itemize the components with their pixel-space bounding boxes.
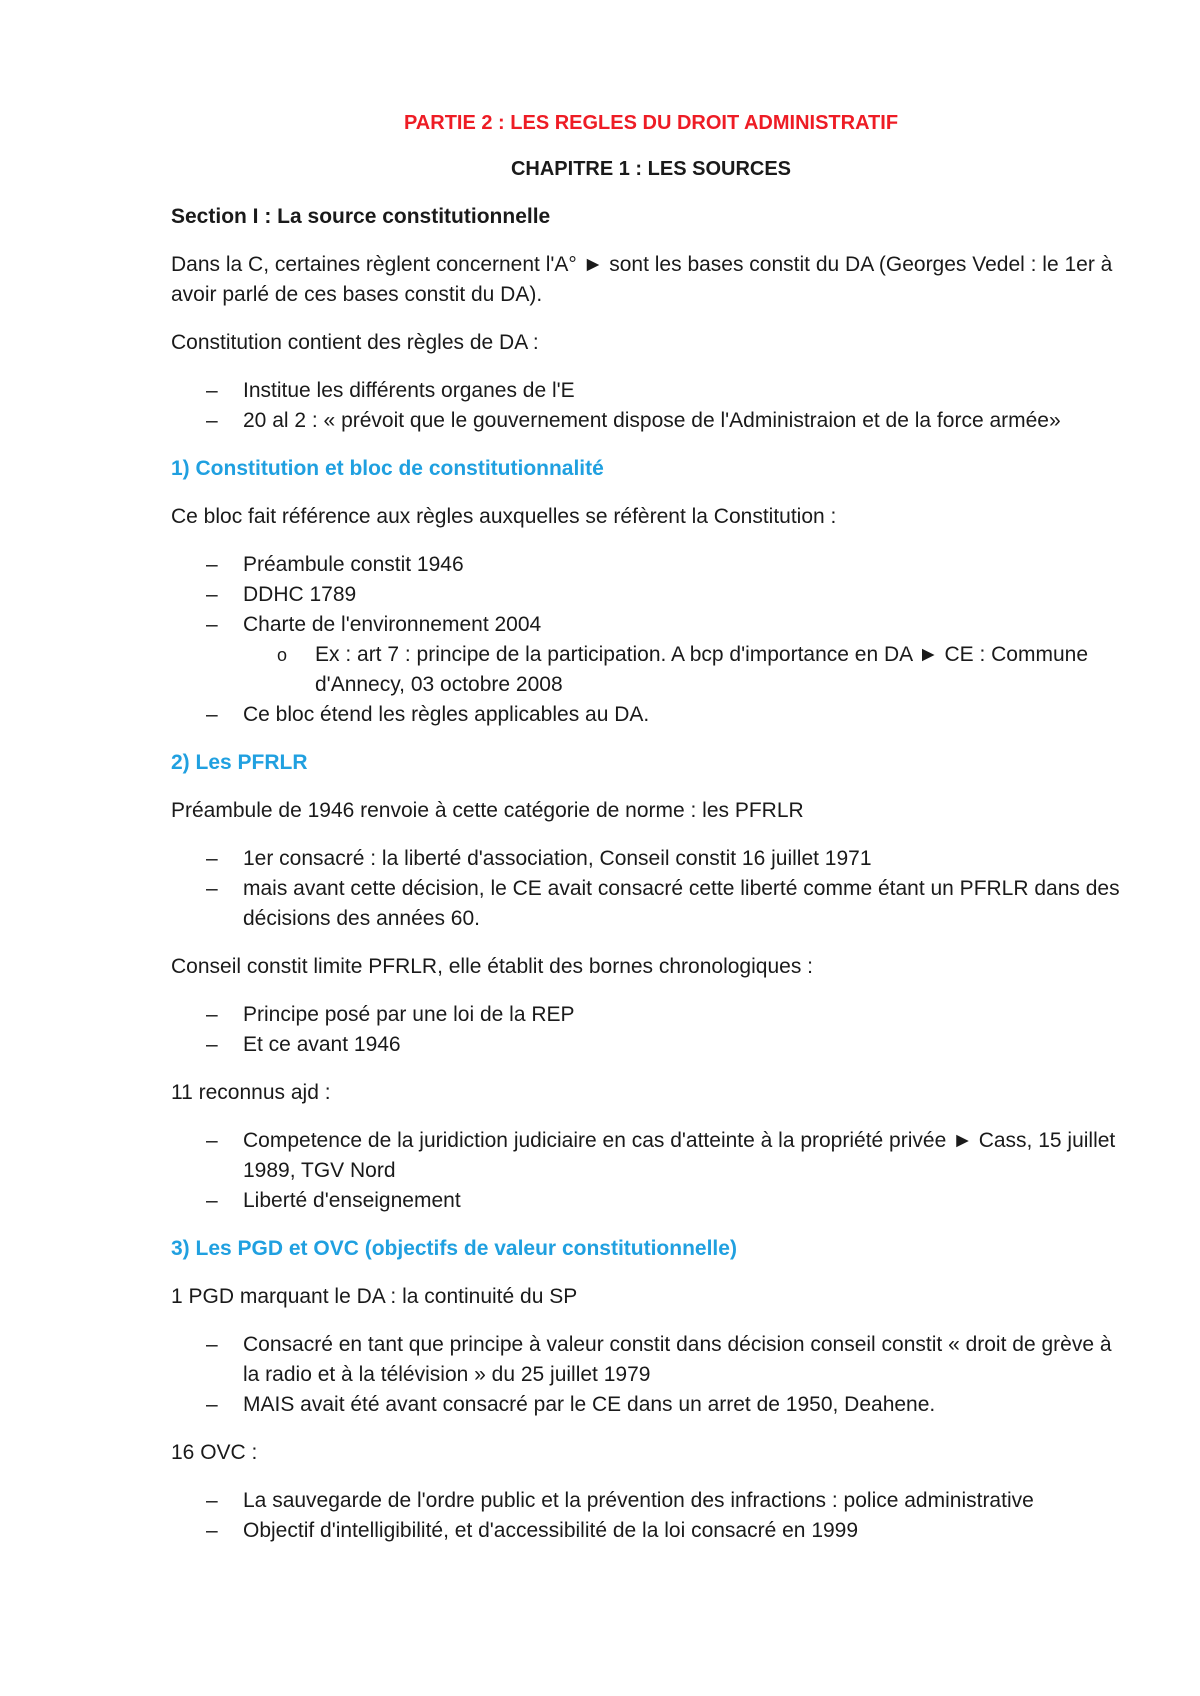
list-item: – 20 al 2 : « prévoit que le gouvernement dispose de l'Administraion et de la force armée» [171,406,1131,436]
list-item: – Ce bloc étend les règles applicables au DA. [171,700,1131,730]
dash-bullet: – [206,1519,218,1542]
sub2-recognized: 11 reconnus ajd : [171,1081,331,1104]
list-item: – Objectif d'intelligibilité, et d'accessibilité de la loi consacré en 1999 [171,1516,1131,1546]
section-list [171,376,1131,436]
sub2-limits: Conseil constit limite PFRLR, elle établit des bornes chronologiques : [171,955,813,978]
list-item: o Ex : art 7 : principe de la participation. A bcp d'importance en DA ► CE : Commune d'Annecy, 03 octobre 2008 [243,640,1131,700]
dash-bullet: – [206,583,218,606]
dash-bullet: – [206,1003,218,1026]
section-intro: Dans la C, certaines règlent concernent l'A° ► sont les bases constit du DA (Georges Vedel : le 1er à avoir parlé de ces bases constit du DA). [171,253,1113,306]
sub2-recognized-list [171,1126,1131,1216]
dash-bullet: – [206,553,218,576]
sub2-limits-list [171,1000,1131,1060]
dash-bullet: – [206,379,218,402]
list-item: – Consacré en tant que principe à valeur constit dans décision conseil constit « droit de grève à la radio et à la télévision » du 25 juillet 1979 [171,1330,1131,1390]
list-item: – Charte de l'environnement 2004 o Ex : art 7 : principe de la participation. A bcp d'importance en DA ► CE : Commune d'Annecy, 03 octobre 2008 [171,610,1131,700]
circle-bullet: o [277,645,288,665]
list-item: – Institue les différents organes de l'E [171,376,1131,406]
sub1-list [171,550,1131,730]
list-item: – 1er consacré : la liberté d'association, Conseil constit 16 juillet 1971 [171,844,1131,874]
document-page [171,108,1131,1546]
list-item: – Competence de la juridiction judiciaire en cas d'atteinte à la propriété privée ► Cass, 15 juillet 1989, TGV Nord [171,1126,1131,1186]
dash-bullet: – [206,1129,218,1152]
dash-bullet: – [206,409,218,432]
sub3-ovc-list [171,1486,1131,1546]
list-item: – MAIS avait été avant consacré par le CE dans un arret de 1950, Deahene. [171,1390,1131,1420]
list-item: – Préambule constit 1946 [171,550,1131,580]
sub2-list [171,844,1131,934]
list-item: – La sauvegarde de l'ordre public et la prévention des infractions : police administrative [171,1486,1131,1516]
section-title: Section I : La source constitutionnelle [171,205,551,228]
sub1-intro: Ce bloc fait référence aux règles auxquelles se réfèrent la Constitution : [171,505,837,528]
section-contains: Constitution contient des règles de DA : [171,331,539,354]
dash-bullet: – [206,613,218,636]
dash-bullet: – [206,1189,218,1212]
sub3-ovc: 16 OVC : [171,1441,258,1464]
dash-bullet: – [206,877,218,900]
part-title: PARTIE 2 : LES REGLES DU DROIT ADMINISTRATIF [403,112,899,134]
list-item: – Principe posé par une loi de la REP [171,1000,1131,1030]
list-item: – Liberté d'enseignement [171,1186,1131,1216]
sub3-list [171,1330,1131,1420]
sub2-intro: Préambule de 1946 renvoie à cette catégorie de norme : les PFRLR [171,799,804,822]
list-item: – mais avant cette décision, le CE avait consacré cette liberté comme étant un PFRLR dans des décisions des années 60. [171,874,1131,934]
sub1-sublist [243,640,1131,700]
dash-bullet: – [206,703,218,726]
dash-bullet: – [206,1393,218,1416]
sub3-intro: 1 PGD marquant le DA : la continuité du SP [171,1285,578,1308]
list-item: – Et ce avant 1946 [171,1030,1131,1060]
subheading-pfrlr: 2) Les PFRLR [171,751,308,774]
subheading-pgd-ovc: 3) Les PGD et OVC (objectifs de valeur constitutionnelle) [171,1237,737,1260]
subheading-constitution: 1) Constitution et bloc de constitutionnalité [171,457,604,480]
dash-bullet: – [206,1033,218,1056]
list-item: – DDHC 1789 [171,580,1131,610]
dash-bullet: – [206,1489,218,1512]
dash-bullet: – [206,1333,218,1356]
chapter-title: CHAPITRE 1 : LES SOURCES [510,158,792,180]
dash-bullet: – [206,847,218,870]
